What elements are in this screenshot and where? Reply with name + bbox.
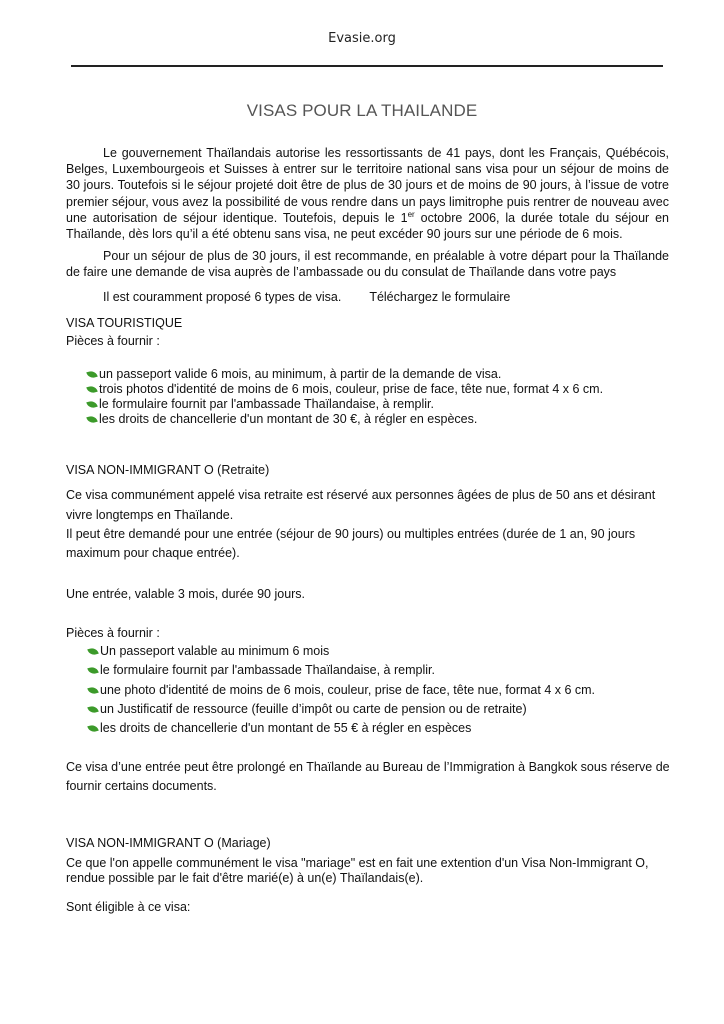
leaf-bullet-icon — [86, 384, 97, 393]
pieces-label-retraite: Pièces à fournir : — [66, 626, 160, 640]
section-heading-mariage: VISA NON-IMMIGRANT O (Mariage) — [66, 836, 271, 850]
pieces-label-touristique: Pièces à fournir : — [66, 334, 160, 348]
section-heading-retraite: VISA NON-IMMIGRANT O (Retraite) — [66, 463, 270, 477]
section-heading-touristique: VISA TOURISTIQUE — [66, 316, 183, 330]
download-form-link[interactable]: Téléchargez le formulaire — [369, 290, 511, 304]
leaf-bullet-icon — [86, 414, 97, 423]
single-entry-info: Une entrée, valable 3 mois, durée 90 jours. — [66, 587, 306, 601]
leaf-bullet-icon — [87, 704, 98, 713]
retraite-desc-line-3: Il peut être demandé pour une entrée (séjour de 90 jours) ou multiples entrées (durée de 1 an, 90 jours — [66, 527, 636, 541]
mariage-eligible-label: Sont éligible à ce visa: — [66, 900, 191, 914]
retraite-desc-line-4: maximum pour chaque entrée). — [66, 546, 240, 560]
list-item: trois photos d'identité de moins de 6 mois, couleur, prise de face, tête nue, format 4 x 6 cm. — [87, 381, 603, 397]
mariage-desc-line-2: rendue possible par le fait d'être marié(e) à un(e) Thaïlandais(e). — [66, 871, 424, 885]
retraite-desc-line-2: vivre longtemps en Thaïlande. — [66, 508, 234, 522]
retraite-note-line-1: Ce visa d’une entrée peut être prolongé en Thaïlande au Bureau de l’Immigration à Bangkok sous réserve de — [66, 760, 670, 774]
leaf-bullet-icon — [87, 685, 98, 694]
leaf-bullet-icon — [87, 723, 98, 732]
retraite-note-line-2: fournir certains documents. — [66, 779, 217, 793]
leaf-bullet-icon — [87, 646, 98, 655]
list-item: les droits de chancellerie d'un montant de 30 €, à régler en espèces. — [87, 411, 477, 427]
list-item: un passeport valide 6 mois, au minimum, à partir de la demande de visa. — [87, 366, 501, 382]
leaf-bullet-icon — [86, 369, 97, 378]
list-item: une photo d'identité de moins de 6 mois, couleur, prise de face, tête nue, format 4 x 6 cm. — [88, 682, 595, 698]
list-item: Un passeport valable au minimum 6 mois — [88, 643, 329, 659]
leaf-bullet-icon — [87, 665, 98, 674]
list-item: les droits de chancellerie d'un montant de 55 € à régler en espèces — [88, 720, 471, 736]
intro-paragraph-3: Il est couramment proposé 6 types de visa. Téléchargez le formulaire — [103, 290, 511, 304]
list-item: le formulaire fournit par l'ambassade Thaïlandaise, à remplir. — [88, 662, 435, 678]
list-item: un Justificatif de ressource (feuille d’impôt ou carte de pension ou de retraite) — [88, 701, 527, 717]
retraite-desc-line-1: Ce visa communément appelé visa retraite est réservé aux personnes âgées de plus de 50 ans et désirant — [66, 488, 656, 502]
intro-paragraph-1: Le gouvernement Thaïlandais autorise les ressortissants de 41 pays, dont les Français, Québécois, Belges, Luxembourgeois et Suisses à entrer sur le territoire national sans visa pour un séjour de moins de 30 jours. Toutefois si le séjour projeté doit être de plus de 30 jours et de moins de 90 jours, à l’issue de votre premier séjour, vous avez la possibilité de vous rendre dans un pays limitrophe puis rentrer de nouveau avec une autorisation de séjour identique. Toutefois, depuis le 1er octobre 2006, la durée totale du séjour en Thaïlande, dès lors qu’il a été obtenu sans visa, ne peut excéder 90 jours sur une période de 6 mois. — [66, 146, 670, 242]
header-divider — [71, 65, 663, 67]
page-title: VISAS POUR LA THAILANDE — [246, 101, 478, 120]
intro-paragraph-2: Pour un séjour de plus de 30 jours, il est recommande, en préalable à votre départ pour la Thaïlande de faire une demande de visa auprès de l’ambassade ou du consulat de Thaïlande dans votre pays — [66, 249, 669, 280]
list-item: le formulaire fournit par l'ambassade Thaïlandaise, à remplir. — [87, 396, 434, 412]
leaf-bullet-icon — [86, 399, 97, 408]
mariage-desc-line-1: Ce que l'on appelle communément le visa "mariage" est en fait une extention d'un Visa Non-Immigrant O, — [66, 856, 649, 870]
site-header: Evasie.org — [328, 31, 396, 46]
